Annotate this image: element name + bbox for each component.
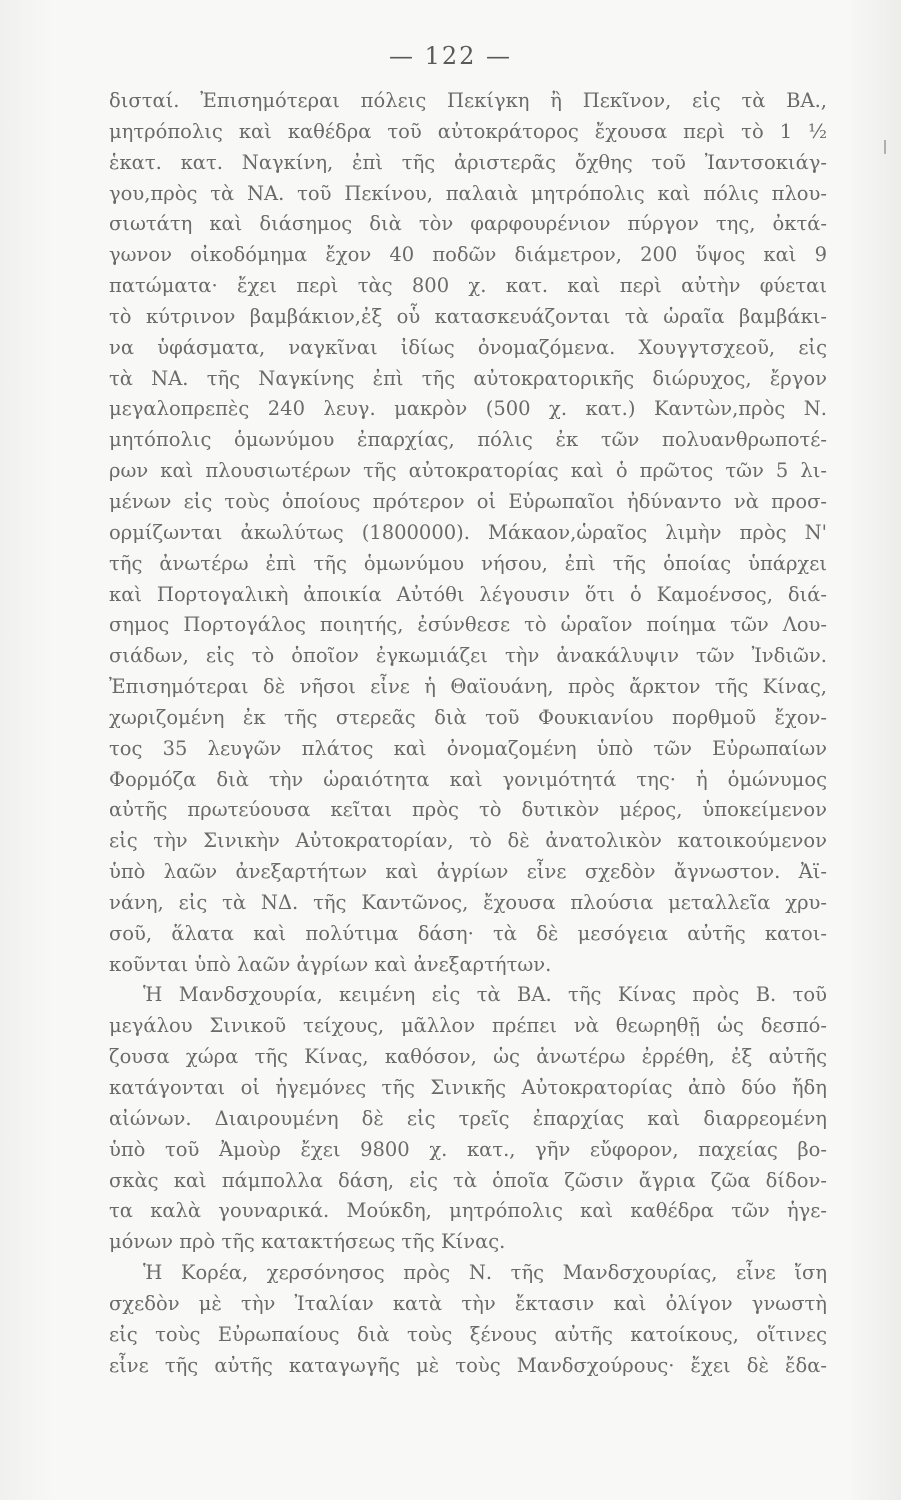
- text-line: εἰς τὴν Σινικὴν Αὐτοκρατορίαν, τὸ δὲ ἀνατολικὸν κατοικούμενον: [109, 829, 827, 853]
- text-line: σιωτάτη καὶ διάσημος διὰ τὸν φαρφουρένιον πύργον της, ὀκτά-: [109, 212, 827, 236]
- text-line: τος 35 λευγῶν πλάτος καὶ ὀνομαζομένη ὑπὸ τῶν Εὐρωπαίων: [109, 736, 827, 760]
- page-number: — 122 —: [388, 42, 513, 70]
- text-line: γου,πρὸς τὰ ΝΑ. τοῦ Πεκίνου, παλαιὰ μητρόπολις καὶ πόλις πλου-: [109, 181, 827, 205]
- text-line: εἰς τοὺς Εὐρωπαίους διὰ τοὺς ξένους αὐτῆς κατοίκους, οἵτινες: [109, 1322, 827, 1346]
- text-line: χωριζομένη ἐκ τῆς στερεᾶς διὰ τοῦ Φουκιανίου πορθμοῦ ἔχον-: [109, 705, 827, 729]
- text-line: τὰ ΝΑ. τῆς Ναγκίνης ἐπὶ τῆς αὐτοκρατορικῆς διώρυχος, ἔργον: [109, 366, 827, 390]
- text-line: σκὰς καὶ πάμπολλα δάση, εἰς τὰ ὁποῖα ζῶσιν ἄγρια ζῶα δίδον-: [109, 1168, 827, 1192]
- text-line: αὐτῆς πρωτεύουσα κεῖται πρὸς τὸ δυτικὸν μέρος, ὑποκείμενον: [109, 798, 827, 822]
- text-line: κοῦνται ὑπὸ λαῶν ἀγρίων καὶ ἀνεξαρτήτων.: [109, 952, 552, 976]
- text-line: κατάγονται οἱ ἡγεμόνες τῆς Σινικῆς Αὐτοκρατορίας ἀπὸ δύο ἤδη: [109, 1076, 827, 1099]
- text-line: μεγαλοπρεπὲς 240 λευγ. μακρὸν (500 χ. κατ.) Καντὼν,πρὸς Ν.: [109, 397, 827, 421]
- text-line: Ἐπισημότεραι δὲ νῆσοι εἶνε ἡ Θαϊουάνη, πρὸς ἄρκτον τῆς Κίνας,: [109, 675, 827, 699]
- text-line: σιάδων, εἰς τὸ ὁποῖον ἐγκωμιάζει τὴν ἀνακάλυψιν τῶν Ἰνδιῶν.: [109, 644, 827, 668]
- body-text: [109, 86, 827, 1381]
- text-line: ορμίζωνται ἀκωλύτως (1800000). Μάκαον,ὡραῖος λιμὴν πρὸς Ν': [109, 520, 827, 544]
- margin-mark: [884, 140, 886, 154]
- text-line: ζουσα χώρα τῆς Κίνας, καθόσον, ὡς ἀνωτέρω ἐρρέθη, ἐξ αὐτῆς: [109, 1045, 827, 1069]
- text-line: μένων εἰς τοὺς ὁποίους πρότερον οἱ Εὐρωπαῖοι ἠδύναντο νὰ προσ-: [109, 489, 827, 513]
- text-line: να ὑφάσματα, ναγκῖναι ἰδίως ὀνομαζόμενα. Χουγγτσχεοῦ, εἰς: [109, 335, 827, 359]
- text-line: Ἡ Μανδσχουρία, κειμένη εἰς τὰ ΒΑ. τῆς Κίνας πρὸς Β. τοῦ: [143, 983, 827, 1007]
- text-line: καὶ Πορτογαλικὴ ἀποικία Αὐτόθι λέγουσιν ὅτι ὁ Καμοένσος, διά-: [109, 582, 827, 606]
- text-line: αἰώνων. Διαιρουμένη δὲ εἰς τρεῖς ἐπαρχίας καὶ διαρρεομένη: [109, 1106, 827, 1130]
- text-line: μητρόπολις καὶ καθέδρα τοῦ αὐτοκράτορος ἔχουσα περὶ τὸ 1 ½: [109, 119, 827, 143]
- text-line: μητόπολις ὁμωνύμου ἐπαρχίας, πόλις ἐκ τῶν πολυανθρωποτέ-: [109, 428, 827, 452]
- text-line: πατώματα· ἔχει περὶ τὰς 800 χ. κατ. καὶ περὶ αὐτὴν φύεται: [109, 274, 827, 298]
- text-line: ὑπὸ λαῶν ἀνεξαρτήτων καὶ ἀγρίων εἶνε σχεδὸν ἄγνωστον. Ἀϊ-: [109, 860, 827, 884]
- text-line: ὑπὸ τοῦ Ἀμοὺρ ἔχει 9800 χ. κατ., γῆν εὔφορον, παχείας βο-: [109, 1137, 827, 1161]
- text-line: δισταί. Ἐπισημότεραι πόλεις Πεκίγκη ἢ Πεκῖνον, εἰς τὰ ΒΑ.,: [109, 89, 827, 112]
- text-line: ἑκατ. κατ. Ναγκίνη, ἐπὶ τῆς ἀριστερᾶς ὄχθης τοῦ Ἰαντσοκιάγ-: [109, 150, 827, 174]
- text-line: νάνη, εἰς τὰ ΝΔ. τῆς Καντῶνος, ἔχουσα πλούσια μεταλλεῖα χρυ-: [109, 890, 827, 914]
- text-line: ρων καὶ πλουσιωτέρων τῆς αὐτοκρατορίας καὶ ὁ πρῶτος τῶν 5 λι-: [109, 459, 827, 483]
- text-line: τῆς ἀνωτέρω ἐπὶ τῆς ὁμωνύμου νήσου, ἐπὶ τῆς ὁποίας ὑπάρχει: [109, 551, 827, 575]
- text-line: Φορμόζα διὰ τὴν ὡραιότητα καὶ γονιμότητά της· ἡ ὁμώνυμος: [109, 767, 827, 791]
- text-line: σοῦ, ἅλατα καὶ πολύτιμα δάση· τὰ δὲ μεσόγεια αὐτῆς κατοι-: [109, 921, 827, 945]
- text-line: Ἡ Κορέα, χερσόνησος πρὸς Ν. τῆς Μανδσχουρίας, εἶνε ἴση: [143, 1261, 827, 1285]
- text-line: σημος Πορτογάλος ποιητής, ἐσύνθεσε τὸ ὡραῖον ποίημα τῶν Λου-: [109, 613, 827, 637]
- text-line: τα καλὰ γουναρικά. Μούκδη, μητρόπολις καὶ καθέδρα τῶν ἡγε-: [109, 1199, 827, 1223]
- text-line: μεγάλου Σινικοῦ τείχους, μᾶλλον πρέπει νὰ θεωρηθῇ ὡς δεσπό-: [109, 1014, 827, 1038]
- text-line: εἶνε τῆς αὐτῆς καταγωγῆς μὲ τοὺς Μανδσχούρους· ἔχει δὲ ἔδα-: [109, 1353, 827, 1377]
- text-line: μόνων πρὸ τῆς κατακτήσεως τῆς Κίνας.: [109, 1230, 506, 1254]
- text-line: τὸ κύτρινον βαμβάκιον,ἐξ οὗ κατασκευάζονται τὰ ὡραῖα βαμβάκι-: [109, 304, 827, 328]
- text-line: γωνον οἰκοδόμημα ἔχον 40 ποδῶν διάμετρον, 200 ὕψος καὶ 9: [109, 243, 827, 267]
- text-line: σχεδὸν μὲ τὴν Ἰταλίαν κατὰ τὴν ἔκτασιν καὶ ὀλίγον γνωστὴ: [109, 1291, 827, 1315]
